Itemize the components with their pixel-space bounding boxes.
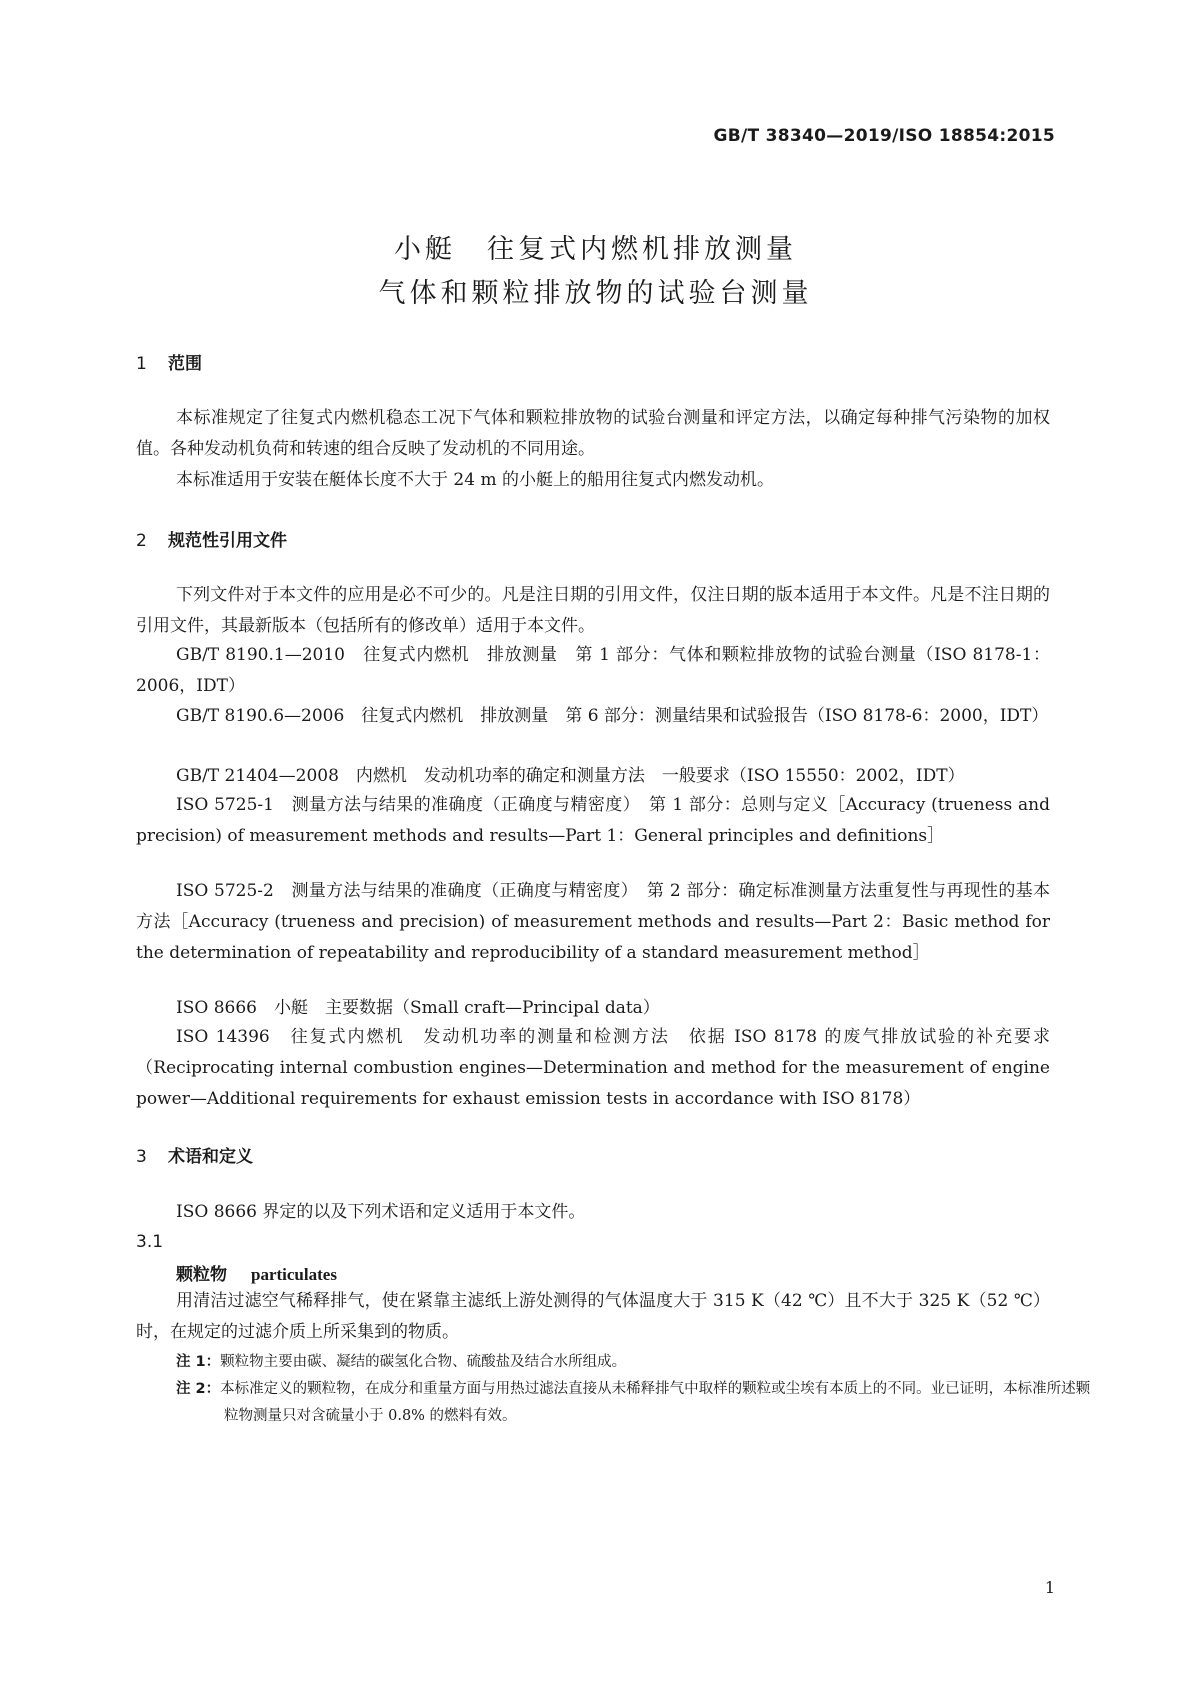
section-number: 3	[136, 1147, 147, 1167]
term-chinese: 颗粒物	[176, 1265, 227, 1285]
section-1-paragraph-2: 本标准适用于安装在艇体长度不大于 24 m 的小艇上的船用往复式内燃发动机。	[176, 470, 774, 490]
note-1	[176, 1349, 1050, 1376]
section-2-intro: 下列文件对于本文件的应用是必不可少的。凡是注日期的引用文件，仅注日期的版本适用于本文件。凡是不注日期的引用文件，其最新版本（包括所有的修改单）适用于本文件。	[136, 585, 1050, 636]
reference-item: ISO 8666 小艇 主要数据（Small craft—Principal data）	[176, 998, 660, 1018]
section-3-heading	[136, 1142, 253, 1167]
term-english: particulates	[251, 1265, 337, 1284]
note-1-label: 注 1：	[176, 1354, 221, 1370]
section-title: 范围	[168, 354, 202, 374]
reference-item: ISO 5725-2 测量方法与结果的准确度（正确度与精密度） 第 2 部分：确定标准测量方法重复性与再现性的基本方法［Accuracy (trueness and precision) of measurement methods and results—Part 2：Basic method for the determination of repeatability and reproducibility of a standard measurement method］	[136, 881, 1050, 963]
reference-item: ISO 14396 往复式内燃机 发动机功率的测量和检测方法 依据 ISO 8178 的废气排放试验的补充要求（Reciprocating internal combustion engines—Determination and method for the measurement of engine power—Additional requirements for exhaust emission tests in accordance with ISO 8178）	[136, 1027, 1050, 1109]
term-definition: 用清洁过滤空气稀释排气，使在紧靠主滤纸上游处测得的气体温度大于 315 K（42 ℃）且不大于 325 K（52 ℃）时，在规定的过滤介质上所采集到的物质。	[136, 1291, 1050, 1342]
section-3-intro: ISO 8666 界定的以及下列术语和定义适用于本文件。	[176, 1202, 586, 1222]
section-1-paragraph-1: 本标准规定了往复式内燃机稳态工况下气体和颗粒排放物的试验台测量和评定方法，以确定每种排气污染物的加权值。各种发动机负荷和转速的组合反映了发动机的不同用途。	[136, 408, 1050, 459]
note-2	[176, 1376, 1098, 1430]
standard-code: GB/T 38340—2019/ISO 18854:2015	[713, 126, 1055, 146]
page-number: 1	[1044, 1578, 1055, 1597]
term-heading	[176, 1260, 337, 1285]
section-number: 2	[136, 531, 147, 551]
section-title: 规范性引用文件	[168, 531, 287, 551]
section-title: 术语和定义	[168, 1147, 253, 1167]
note-2-text: 本标准定义的颗粒物，在成分和重量方面与用热过滤法直接从未稀释排气中取样的颗粒或尘埃有本质上的不同。业已证明，本标准所述颗粒物测量只对含硫量小于 0.8% 的燃料有效。	[220, 1381, 1091, 1424]
reference-item: ISO 5725-1 测量方法与结果的准确度（正确度与精密度） 第 1 部分：总则与定义［Accuracy (trueness and precision) of measurement methods and results—Part 1：General principles and definitions］	[136, 795, 1050, 846]
clause-number: 3.1	[136, 1232, 164, 1252]
reference-item: GB/T 8190.1—2010 往复式内燃机 排放测量 第 1 部分：气体和颗粒排放物的试验台测量（ISO 8178-1：2006，IDT）	[136, 645, 1050, 696]
section-1-heading	[136, 349, 202, 374]
note-1-text: 颗粒物主要由碳、凝结的碳氢化合物、硫酸盐及结合水所组成。	[220, 1354, 627, 1370]
note-2-label: 注 2：	[176, 1381, 221, 1397]
reference-item: GB/T 8190.6—2006 往复式内燃机 排放测量 第 6 部分：测量结果和试验报告（ISO 8178-6：2000，IDT）	[176, 706, 1049, 726]
title-line-2: 气体和颗粒排放物的试验台测量	[378, 278, 813, 309]
section-number: 1	[136, 354, 147, 374]
section-2-heading	[136, 526, 287, 551]
reference-item: GB/T 21404—2008 内燃机 发动机功率的确定和测量方法 一般要求（ISO 15550：2002，IDT）	[176, 766, 965, 786]
title-line-1: 小艇 往复式内燃机排放测量	[394, 234, 797, 265]
